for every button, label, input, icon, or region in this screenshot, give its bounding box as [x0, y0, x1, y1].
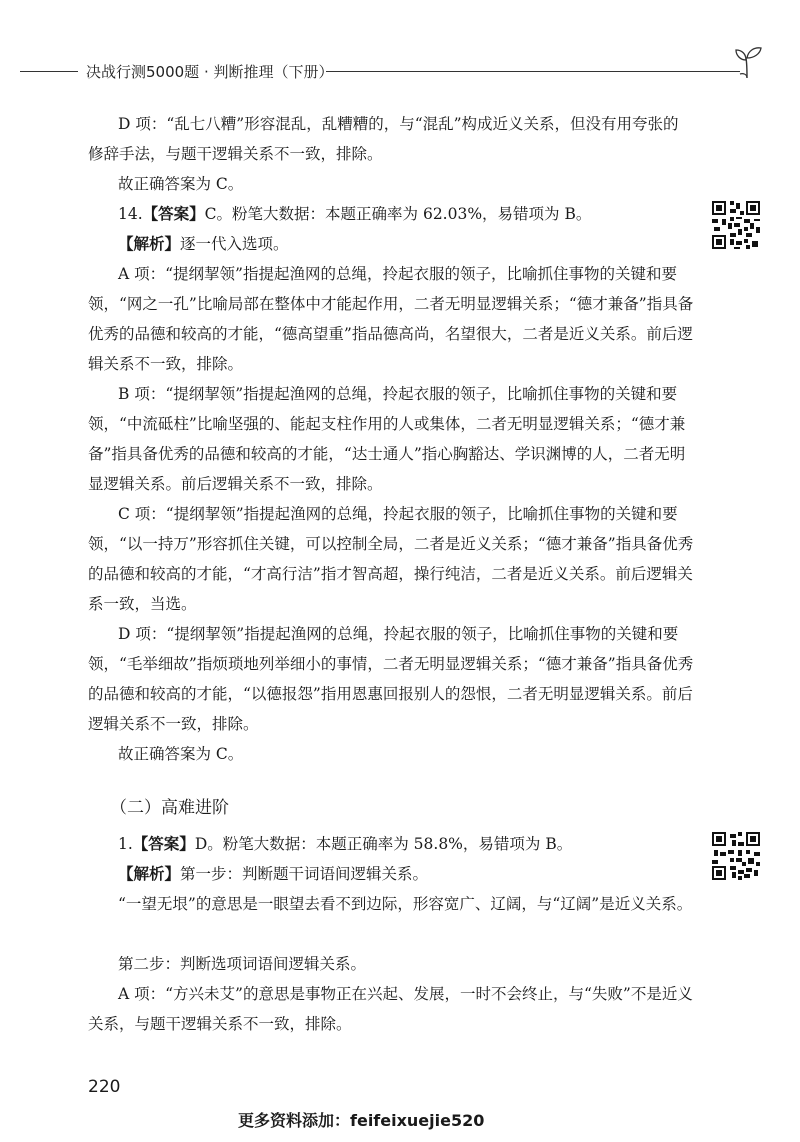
- book-title: 决战行测5000题 · 判断推理（下册）: [86, 63, 334, 81]
- sprout-icon: [732, 44, 766, 80]
- q1-analysis: [88, 859, 694, 889]
- page-header: [0, 56, 800, 86]
- analysis-text: 第一步：判断题干词语间逻辑关系。: [180, 865, 429, 883]
- q14-answer: [88, 199, 694, 229]
- q1-answer: [88, 829, 694, 859]
- answer-tag: 【答案】: [142, 204, 205, 223]
- q14-analysis: [88, 229, 694, 259]
- q1-option-a-paragraph: A 项：“方兴未艾”的意思是事物正在兴起、发展，一时不会终止，与“失败”不是近义关系，与题干逻辑关系不一致，排除。: [88, 985, 693, 1033]
- section-heading: （二）高难进阶: [110, 798, 229, 818]
- header-rule-right: [326, 71, 740, 72]
- q14-conclusion: 故正确答案为 C。: [118, 745, 244, 763]
- footer-note: 更多资料添加：feifeixuejie520: [238, 1111, 485, 1130]
- answer-text: D。粉笔大数据：本题正确率为 58.8%，易错项为 B。: [194, 835, 573, 853]
- option-c-paragraph: C 项：“提纲挈领”指提起渔网的总绳，拎起衣服的领子，比喻抓住事物的关键和要领，“以一持万”形容抓住关键，可以控制全局，二者是近义关系；“德才兼备”指具备优秀的品德和较高的才能，“才高行洁”指才智高超，操行纯洁，二者是近义关系。前后逻辑关系一致，当选。: [88, 505, 694, 613]
- page-number: 220: [88, 1077, 121, 1097]
- answer-text: C。粉笔大数据：本题正确率为 62.03%，易错项为 B。: [204, 205, 592, 223]
- qr-code-icon: [710, 830, 762, 882]
- option-d-paragraph: D 项：“乱七八糟”形容混乱，乱糟糟的，与“混乱”构成近义关系，但没有用夸张的修辞手法，与题干逻辑关系不一致，排除。: [88, 115, 679, 163]
- analysis-text: 逐一代入选项。: [180, 235, 289, 253]
- q1-step1-paragraph: “一望无垠”的意思是一眼望去看不到边际，形容宽广、辽阔，与“辽阔”是近义关系。: [118, 895, 693, 913]
- q14-number: 14.: [118, 205, 143, 223]
- option-b-paragraph: B 项：“提纲挈领”指提起渔网的总绳，拎起衣服的领子，比喻抓住事物的关键和要领，“中流砥柱”比喻坚强的、能起支柱作用的人或集体，二者无明显逻辑关系；“德才兼备”指具备优秀的品德和较高的才能，“达士通人”指心胸豁达、学识渊博的人，二者无明显逻辑关系。前后逻辑关系不一致，排除。: [88, 385, 686, 493]
- analysis-tag: 【解析】: [118, 234, 181, 253]
- q1-number: 1.: [118, 835, 133, 853]
- answer-tag: 【答案】: [132, 834, 195, 853]
- option-d2-paragraph: D 项：“提纲挈领”指提起渔网的总绳，拎起衣服的领子，比喻抓住事物的关键和要领，“毛举细故”指烦琐地列举细小的事情，二者无明显逻辑关系；“德才兼备”指具备优秀的品德和较高的才能，“以德报怨”指用恩惠回报别人的怨恨，二者无明显逻辑关系。前后逻辑关系不一致，排除。: [88, 625, 694, 733]
- qr-code-icon: [710, 199, 762, 251]
- conclusion-text: 故正确答案为 C。: [118, 175, 244, 193]
- q1-step2-text: 第二步：判断选项词语间逻辑关系。: [118, 955, 367, 973]
- header-rule-left: [20, 71, 78, 72]
- option-a-paragraph: A 项：“提纲挈领”指提起渔网的总绳，拎起衣服的领子，比喻抓住事物的关键和要领，“网之一孔”比喻局部在整体中才能起作用，二者无明显逻辑关系；“德才兼备”指具备优秀的品德和较高的才能，“德高望重”指品德高尚，名望很大，二者是近义关系。前后逻辑关系不一致，排除。: [88, 265, 694, 373]
- analysis-tag: 【解析】: [118, 864, 181, 883]
